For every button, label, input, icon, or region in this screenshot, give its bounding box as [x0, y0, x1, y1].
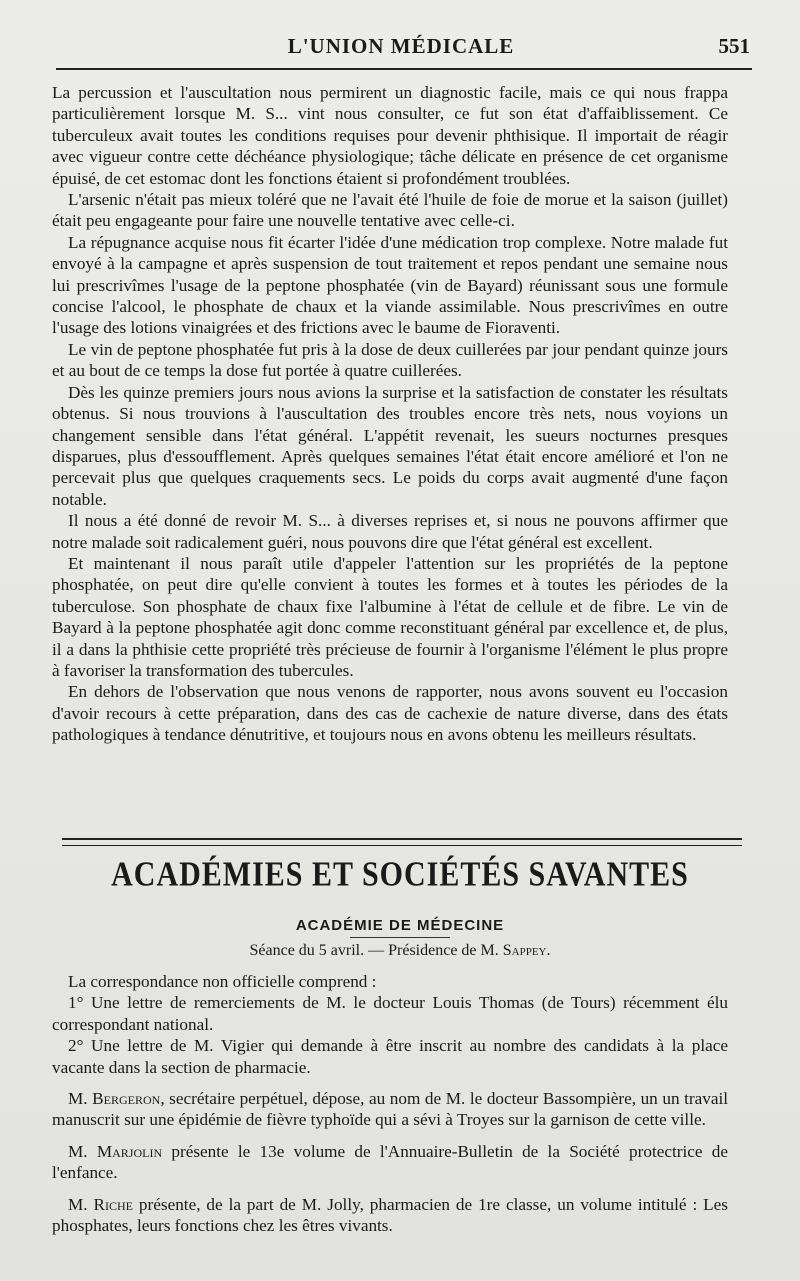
session-text: Séance du 5 avril. — Présidence de M. — [249, 942, 499, 959]
page-number: 551 — [718, 34, 750, 58]
paragraph: 1° Une lettre de remerciements de M. le docteur Louis Thomas (de Tours) récemment élu correspondant national. — [52, 993, 728, 1034]
paragraph: En dehors de l'observation que nous venons de rapporter, nous avons souvent eu l'occasion d'avoir recours à cette préparation, dans des cas de cachexie de nature diverse, dans des états pathologiques à tendance dénutritive, et toujours nous en avons obtenu les meilleurs résultats. — [52, 682, 728, 745]
section-subtitle: ACADÉMIE DE MÉDECINE — [295, 917, 505, 934]
section-title: ACADÉMIES ET SOCIÉTÉS SAVANTES — [111, 855, 689, 894]
section-divider — [62, 838, 742, 846]
speaker-name: Riche — [93, 1194, 133, 1214]
paragraph — [52, 1141, 728, 1184]
paragraph: La percussion et l'auscultation nous permirent un diagnostic facile, mais ce qui nous frappa particulièrement lorsque M. S... vint nous consulter, ce fut son état d'affaiblissement. Ce tuberculeux avait toutes les conditions requises pour devenir phthisique. Il importait de réagir avec vigueur contre cette déchéance physiologique; tâche délicate en présence de cet organisme épuisé, de cet estomac dont les fonctions étaient si profondément troublées. — [52, 83, 728, 188]
paragraph-text: présente le 13e volume de l'Annuaire-Bulletin de la Société protectrice de l'enfance. — [52, 1141, 729, 1183]
period: . — [546, 942, 551, 959]
paragraph: Le vin de peptone phosphatée fut pris à la dose de deux cuillerées par jour pendant quinze jours et au bout de ce temps la dose fut portée à quatre cuillerées. — [52, 339, 728, 381]
name-prefix: M. — [68, 1194, 88, 1214]
paragraph: 2° Une lettre de M. Vigier qui demande à être inscrit au nombre des candidats à la place vacante dans la section de pharmacie. — [52, 1036, 728, 1077]
paragraph: Il nous a été donné de revoir M. S... à diverses reprises et, si nous ne pouvons affirmer que notre malade soit radicalement guéri, nous pouvons dire que l'état général est excellent. — [52, 511, 728, 552]
paragraph — [52, 1194, 728, 1237]
session-line — [0, 942, 800, 960]
paragraph: La répugnance acquise nous fit écarter l'idée d'une médication trop complexe. Notre malade fut envoyé à la campagne et après suspension de tout traitement et repos pendant une semaine nous lui prescrivîmes l'usage de la peptone phosphatée (vin de Bayard) réunissant sous une formule concise l'alcool, le phosphate de chaux et la viande assimilable. Nous prescrivîmes en outre l'usage des lotions vinaigrées et des frictions avec le baume de Fioraventi. — [52, 232, 728, 338]
speaker-name: Bergeron — [92, 1089, 161, 1109]
article-body — [52, 82, 728, 746]
speaker-name: Marjolin — [96, 1141, 163, 1161]
paragraph — [52, 1088, 728, 1131]
header-rule — [56, 68, 752, 70]
paragraph: L'arsenic n'était pas mieux toléré que ne l'avait été l'huile de foie de morue et la saison (juillet) était peu engageante pour faire une nouvelle tentative avec celle-ci. — [52, 190, 728, 231]
paragraph-text: présente, de la part de M. Jolly, pharmacien de 1re classe, un volume intitulé : Les phosphates, leurs fonctions chez les êtres vivants. — [52, 1194, 728, 1236]
paragraph: Dès les quinze premiers jours nous avions la surprise et la satisfaction de constater les résultats obtenus. Si nous trouvions à l'auscultation des troubles encore très nets, nous voyions un changement sensible dans l'état général. L'appétit revenait, les sueurs nocturnes presques disparues, plus d'essoufflement. Après quelques semaines l'état était encore amélioré et l'on ne percevait plus que quelques craquements secs. Le poids du corps avait augmenté d'une façon notable. — [52, 382, 728, 509]
name-prefix: M. — [68, 1141, 88, 1161]
paragraph: Et maintenant il nous paraît utile d'appeler l'attention sur les propriétés de la peptone phosphatée, on peut dire qu'elle convient à toutes les formes et à toutes les périodes de la tuberculose. Son phosphate de chaux fixe l'albumine à l'état de cellule et de fibre. Le vin de Bayard à la peptone phosphatée agit donc comme reconstituant général par excellence et, de plus, il a dans la phthisie cette propriété très précieuse de fournir à l'organisme l'élément le plus propre à favoriser la transformation des tubercules. — [52, 553, 728, 680]
subtitle-rule — [350, 937, 450, 938]
section-body — [52, 971, 728, 1236]
name-prefix: M. — [68, 1089, 88, 1109]
paragraph-text: , secrétaire perpétuel, dépose, au nom de M. le docteur Bassompière, un un travail manuscrit sur une épidémie de fièvre typhoïde qui a sévi à Troyes sur la garnison de cette ville. — [52, 1089, 729, 1130]
running-title: L'UNION MÉDICALE — [287, 34, 515, 58]
president-name: Sappey — [502, 942, 547, 959]
page-header — [50, 28, 752, 68]
paragraph: La correspondance non officielle comprend : — [68, 972, 377, 991]
